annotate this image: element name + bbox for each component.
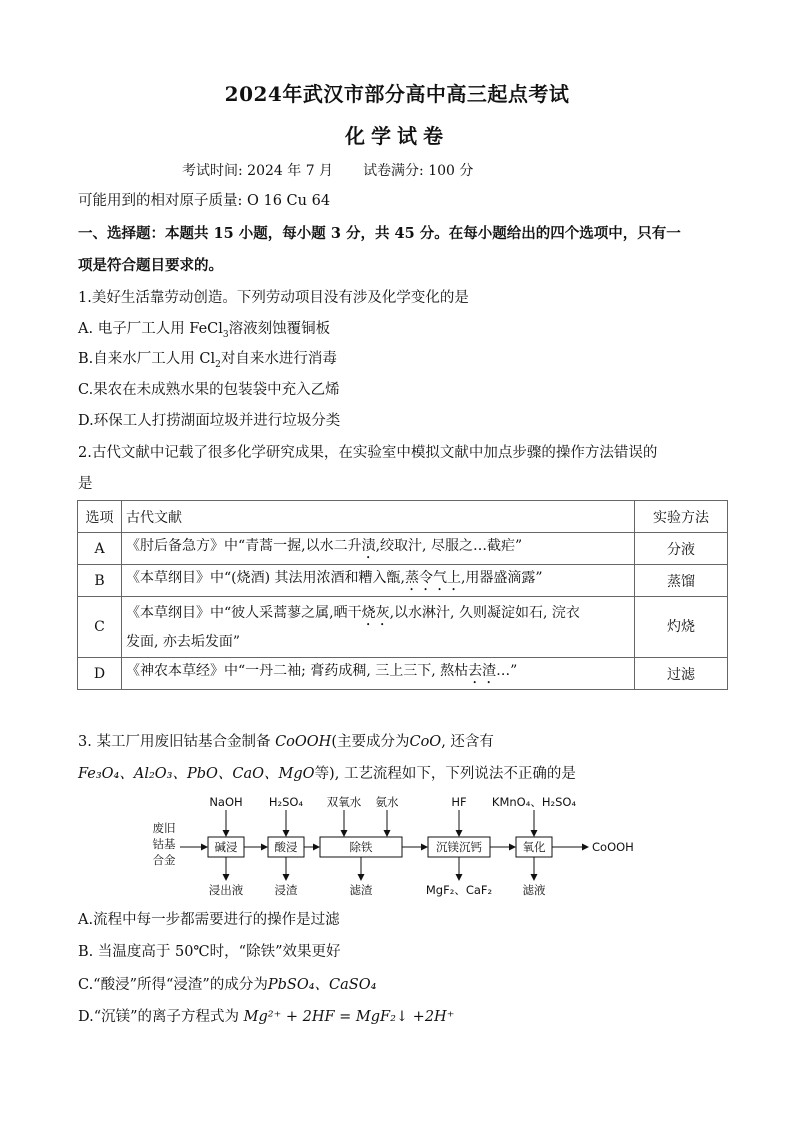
- source-label-2: 钴基: [152, 837, 176, 851]
- q3-option-c: C.“酸浸”所得“浸渣”的成分为PbSO₄、CaSO₄: [78, 977, 377, 993]
- q1-stem: 1.美好生活靠劳动创造。下列劳动项目没有涉及化学变化的是: [78, 290, 469, 306]
- table-header-row: [78, 501, 728, 533]
- q2-stem-line2: 是: [78, 476, 93, 492]
- q3-option-b: B. 当温度高于 50℃时，“除铁”效果更好: [78, 944, 341, 960]
- source-label-1: 废旧: [152, 821, 176, 835]
- exam-title: 2024年武汉市部分高中高三起点考试: [224, 82, 570, 106]
- input-h2o2: 双氧水: [326, 795, 362, 809]
- dotted-step: 烧灰: [361, 604, 390, 621]
- header-document: 古代文献: [122, 501, 635, 533]
- process-flow-diagram: [152, 792, 652, 902]
- exam-meta: [182, 160, 473, 180]
- input-hf: HF: [451, 795, 467, 809]
- q2-stem-line1: 2.古代文献中记载了很多化学研究成果，在实验室中模拟文献中加点步骤的操作方法错误的: [78, 445, 658, 461]
- q3-stem-line2: Fe₃O₄、Al₂O₃、PbO、CaO、MgO等), 工艺流程如下，下列说法不正确的是: [78, 766, 576, 782]
- step-oxidation: 氧化: [522, 840, 546, 854]
- q1-option-a: A. 电子厂工人用 FeCl$_3$溶液刻蚀覆铜板: [78, 321, 331, 340]
- table-row: A 《肘后备急方》中“青蒿一握,以水二升渍,绞取汁, 尽服之…截疟” 分液: [78, 533, 728, 565]
- output-mgf2-caf2: MgF₂、CaF₂: [425, 883, 493, 897]
- table-row: D 《神农本草经》中“一丹二袖; 膏药成稠, 三上三下, 熬枯去渣…” 过滤: [78, 658, 728, 690]
- section1-instruction-line1: 一、选择题：本题共 15 小题，每小题 3 分，共 45 分。在每小题给出的四个选项中，只有一: [78, 225, 681, 242]
- q2-table: [77, 500, 728, 690]
- step-mg-ca-precip: 沉镁沉钙: [436, 840, 482, 854]
- q3-option-d: D.“沉镁”的离子方程式为 Mg²⁺ + 2HF = MgF₂↓ +2H⁺: [78, 1009, 455, 1025]
- table-row: B 《本草纲目》中“(烧酒) 其法用浓酒和糟入甑,蒸令气上,用器盛滴露” 蒸馏: [78, 565, 728, 597]
- input-h2so4: H₂SO₄: [268, 795, 304, 809]
- source-label-3: 合金: [152, 853, 176, 867]
- step-iron-removal: 除铁: [349, 840, 373, 854]
- input-ammonia: 氨水: [375, 795, 399, 809]
- section1-instruction-line2: 项是符合题目要求的。: [78, 257, 223, 274]
- dotted-step: 渍: [361, 538, 376, 554]
- dotted-step: 蒸令气上: [404, 570, 461, 586]
- q3-stem-line1: 3. 某工厂用废旧钴基合金制备 CoOOH(主要成分为CoO, 还含有: [78, 734, 494, 750]
- output-leach-residue: 浸渣: [274, 883, 298, 897]
- dotted-step: 去渣: [468, 663, 497, 679]
- table-row: C 《本草纲目》中“彼人采蒿蓼之属,晒干烧灰,以水淋汁, 久则凝淀如石, 浣衣 发面, 亦去垢发面” 灼烧: [78, 597, 728, 658]
- q1-option-d: D.环保工人打捞湖面垃圾并进行垃圾分类: [78, 413, 341, 429]
- step-acid-leach: 酸浸: [274, 840, 298, 854]
- step-alkali-leach: 碱浸: [214, 840, 238, 854]
- exam-time: 考试时间: 2024 年 7 月: [182, 163, 334, 179]
- output-filter-residue: 滤渣: [349, 883, 373, 897]
- output-filtrate: 滤液: [522, 883, 546, 897]
- header-method: 实验方法: [635, 501, 728, 533]
- exam-score: 试卷满分: 100 分: [363, 163, 474, 179]
- exam-subject: 化学试卷: [345, 124, 449, 148]
- header-option: 选项: [78, 501, 122, 533]
- input-kmno4-h2so4: KMnO₄、H₂SO₄: [491, 795, 577, 809]
- input-naoh: NaOH: [209, 795, 243, 809]
- atomic-mass-note: 可能用到的相对原子质量: O 16 Cu 64: [78, 193, 331, 209]
- product-label: CoOOH: [592, 840, 634, 854]
- q1-option-b: B.自来水厂工人用 $Cl_2$对自来水进行消毒: [78, 351, 337, 370]
- q3-option-a: A.流程中每一步都需要进行的操作是过滤: [78, 912, 340, 928]
- output-leachate: 浸出液: [208, 883, 244, 897]
- q1-option-c: C.果农在未成熟水果的包装袋中充入乙烯: [78, 382, 340, 398]
